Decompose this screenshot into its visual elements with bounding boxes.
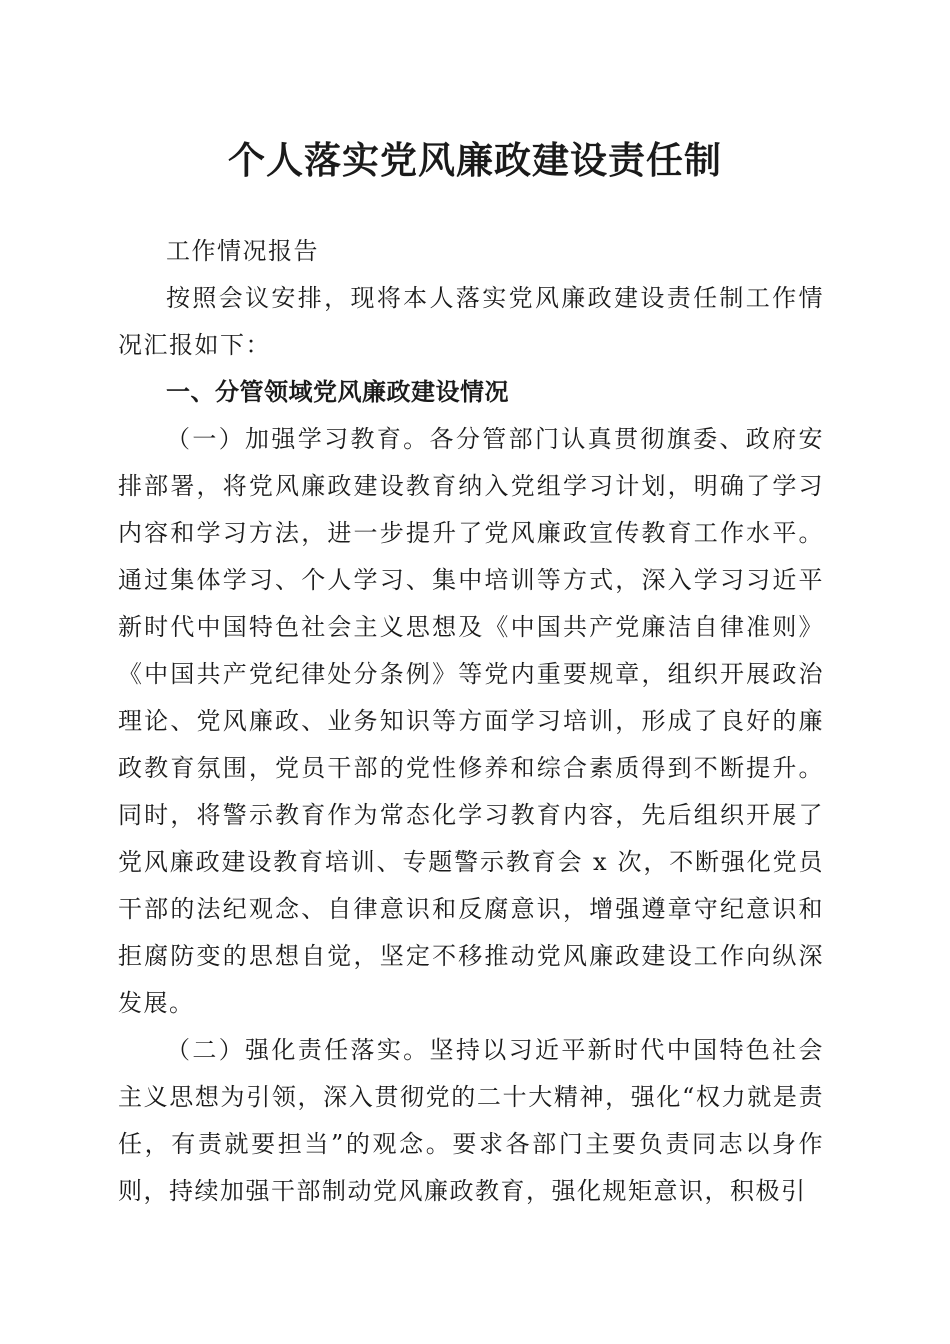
section-heading: 一、分管领域党风廉政建设情况 bbox=[166, 378, 509, 406]
item-2-text: 坚持以习近平新时代中国特色社会主义思想为引领，深入贯彻党的二十大精神，强化“权力就是责任，有责就要担当”的观念。要求各部门主要负责同志以身作则，持续加强干部制动党风廉政教育，强化规矩意识，积极引 bbox=[118, 1036, 825, 1205]
paragraph-item-1 bbox=[118, 416, 824, 1027]
report-subtitle: 工作情况报告 bbox=[166, 237, 319, 265]
item-2-lead: （二）强化责任落实。 bbox=[166, 1036, 430, 1064]
document-body bbox=[118, 228, 824, 1215]
item-1-text: 各分管部门认真贯彻旗委、政府安排部署，将党风廉政建设教育纳入党组学习计划，明确了学习内容和学习方法，进一步提升了党风廉政宣传教育工作水平。通过集体学习、个人学习、集中培训等方式，深入学习习近平新时代中国特色社会主义思想及《中国共产党廉洁自律准则》《中国共产党纪律处分条例》等党内重要规章，组织开展政治理论、党风廉政、业务知识等方面学习培训，形成了良好的廉政教育氛围，党员干部的党性修养和综合素质得到不断提升。同时，将警示教育作为常态化学习教育内容，先后组织开展了党风廉政建设教育培训、专题警示教育会 x 次，不断强化党员干部的法纪观念、自律意识和反腐意识，增强遵章守纪意识和拒腐防变的思想自觉，坚定不移推动党风廉政建设工作向纵深发展。 bbox=[118, 425, 825, 1017]
intro-paragraph: 按照会议安排，现将本人落实党风廉政建设责任制工作情况汇报如下： bbox=[118, 284, 824, 359]
paragraph-item-2 bbox=[118, 1027, 824, 1215]
document-title: 个人落实党风廉政建设责任制 bbox=[228, 138, 722, 182]
item-1-lead: （一）加强学习教育。 bbox=[166, 425, 430, 453]
